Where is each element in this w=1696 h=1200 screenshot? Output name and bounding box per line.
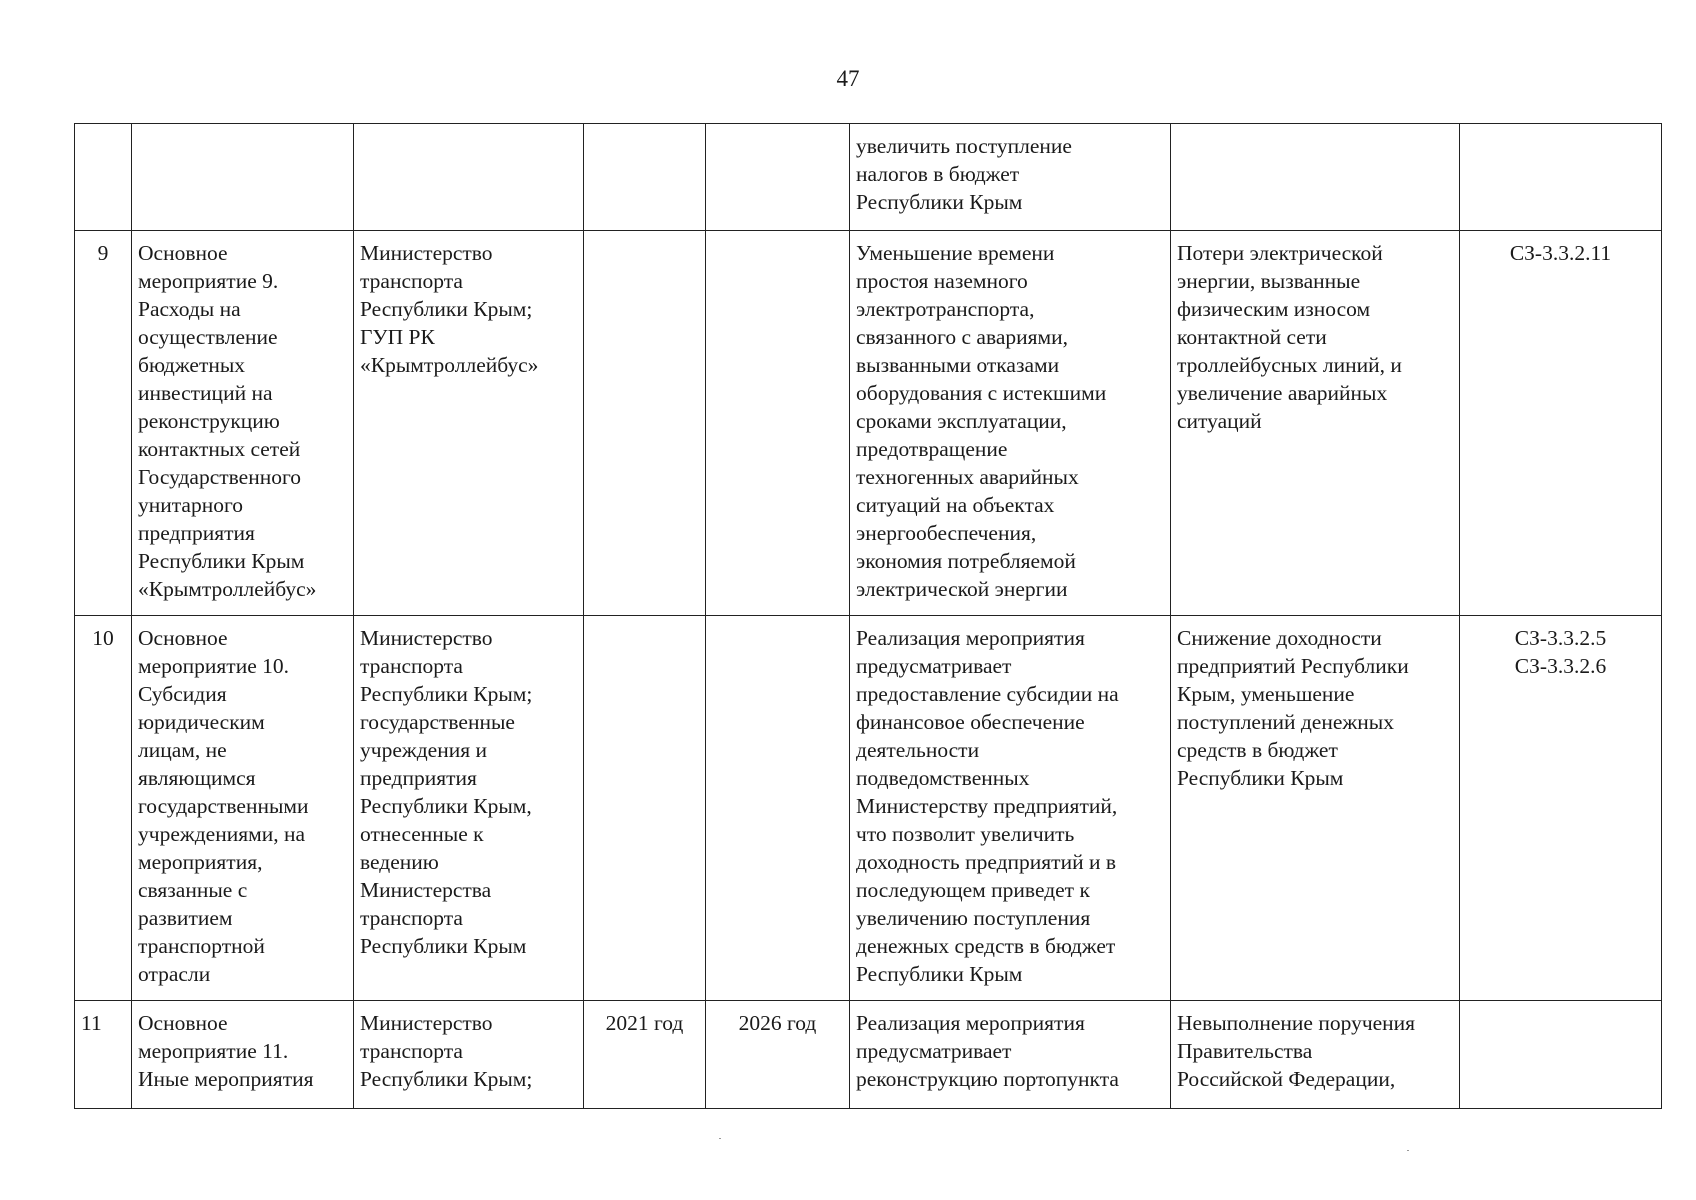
- end-year-cell: [706, 124, 850, 231]
- row-number: 9: [97, 241, 109, 265]
- consequences-text: Потери электрической энергии, вызванные физическим износом контактной сети троллейбусных линий, и увеличение аварийных ситуаций: [1177, 241, 1402, 433]
- end-year-cell: [706, 231, 850, 616]
- executor-cell: [354, 231, 584, 616]
- activity-cell: [132, 124, 354, 231]
- end-year-cell: [706, 1001, 850, 1109]
- consequences-cell: [1171, 1001, 1460, 1109]
- start-year-cell: [584, 1001, 706, 1109]
- result-text: увеличить поступление налогов в бюджет Республики Крым: [856, 134, 1072, 214]
- row-number-cell: [75, 616, 132, 1001]
- activity-text: Основное мероприятие 11. Иные мероприятия: [138, 1011, 314, 1091]
- end-year: 2026 год: [738, 1011, 817, 1035]
- activity-cell: [132, 1001, 354, 1109]
- row-number-cell: [75, 124, 132, 231]
- executor-text: Министерство транспорта Республики Крым; ГУП РК «Крымтроллейбус»: [360, 241, 539, 377]
- indicator-code-cell: [1460, 616, 1662, 1001]
- indicator-code-cell: [1460, 124, 1662, 231]
- indicator-code: СЗ-3.3.2.5 СЗ-3.3.2.6: [1514, 626, 1607, 678]
- start-year-cell: [584, 231, 706, 616]
- row-number: 10: [92, 626, 114, 650]
- start-year: 2021 год: [605, 1011, 684, 1035]
- activity-cell: [132, 616, 354, 1001]
- executor-cell: [354, 124, 584, 231]
- start-year-cell: [584, 124, 706, 231]
- result-text: Реализация мероприятия предусматривает предоставление субсидии на финансовое обеспечение деятельности подведомственных Министерству предприятий, что позволит увеличить доходность предприятий и в последующем приведет к увеличению поступления денежных средств в бюджет Республики Крым: [856, 626, 1119, 986]
- page-number: 47: [836, 66, 860, 91]
- activity-cell: [132, 231, 354, 616]
- row-number-cell: [75, 1001, 132, 1109]
- result-text: Реализация мероприятия предусматривает реконструкцию портопункта: [856, 1011, 1119, 1091]
- table-row: [75, 124, 1662, 231]
- table-row: [75, 1001, 1662, 1109]
- row-number-cell: [75, 231, 132, 616]
- activity-text: Основное мероприятие 10. Субсидия юридическим лицам, не являющимся государственными учреждениями, на мероприятия, связанные с развитием транспортной отрасли: [138, 626, 309, 986]
- table-row: [75, 616, 1662, 1001]
- consequences-text: Невыполнение поручения Правительства Российской Федерации,: [1177, 1011, 1416, 1091]
- executor-text: Министерство транспорта Республики Крым; государственные учреждения и предприятия Республики Крым, отнесенные к ведению Министерства транспорта Республики Крым: [360, 626, 533, 958]
- result-cell: [850, 231, 1171, 616]
- result-cell: [850, 124, 1171, 231]
- result-cell: [850, 1001, 1171, 1109]
- table-row: [75, 231, 1662, 616]
- consequences-text: Снижение доходности предприятий Республики Крым, уменьшение поступлений денежных средств в бюджет Республики Крым: [1177, 626, 1409, 790]
- activity-text: Основное мероприятие 9. Расходы на осуществление бюджетных инвестиций на реконструкцию контактных сетей Государственного унитарного предприятия Республики Крым «Крымтроллейбус»: [138, 241, 317, 601]
- executor-cell: [354, 616, 584, 1001]
- executor-text: Министерство транспорта Республики Крым;: [360, 1011, 533, 1091]
- consequences-cell: [1171, 124, 1460, 231]
- result-text: Уменьшение времени простоя наземного электротранспорта, связанного с авариями, вызванными отказами оборудования с истекшими сроками эксплуатации, предотвращение техногенных аварийных ситуаций на объектах энергообеспечения, экономия потребляемой электрической энергии: [856, 241, 1107, 601]
- consequences-cell: [1171, 231, 1460, 616]
- indicator-code-cell: [1460, 231, 1662, 616]
- measures-table: [74, 123, 1662, 1109]
- indicator-code-cell: [1460, 1001, 1662, 1109]
- indicator-code: СЗ-3.3.2.11: [1509, 241, 1612, 265]
- result-cell: [850, 616, 1171, 1001]
- end-year-cell: [706, 616, 850, 1001]
- executor-cell: [354, 1001, 584, 1109]
- scan-speck: [1407, 1150, 1409, 1151]
- scan-speck: [719, 1138, 721, 1139]
- row-number: 11: [81, 1011, 102, 1035]
- consequences-cell: [1171, 616, 1460, 1001]
- start-year-cell: [584, 616, 706, 1001]
